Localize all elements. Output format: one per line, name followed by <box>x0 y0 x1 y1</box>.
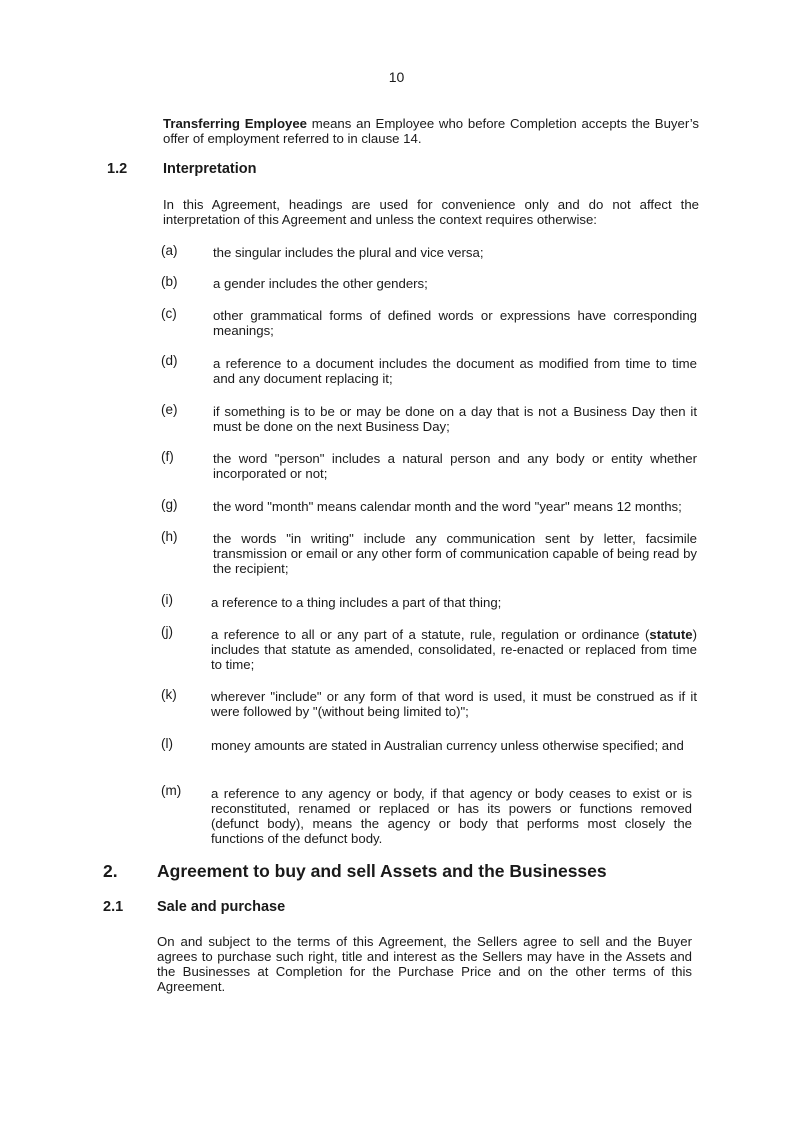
item-text: wherever "include" or any form of that word is used, it must be construed as if it were followed by "(without being limited to)"; <box>211 689 697 719</box>
item-text: a reference to any agency or body, if that agency or body ceases to exist or is reconstituted, renamed or replaced or has its powers or functions removed (defunct body), means the agency or body that performs most closely the functions of the defunct body. <box>211 786 692 846</box>
section-number-1-2: 1.2 <box>107 161 128 177</box>
item-label: (d) <box>161 353 178 368</box>
item-label: (f) <box>161 449 174 464</box>
definition-transferring-employee <box>163 116 699 146</box>
item-text: the singular includes the plural and vice versa; <box>213 245 484 260</box>
item-label: (i) <box>161 592 173 607</box>
item-label: (j) <box>161 624 173 639</box>
item-text-part: a reference to all or any part of a statute, rule, regulation or ordinance ( <box>211 627 650 642</box>
item-label: (l) <box>161 736 173 751</box>
item-text <box>211 627 697 672</box>
section-number-2: 2. <box>103 861 118 881</box>
defined-term-statute: statute <box>649 627 693 642</box>
section-number-2-1: 2.1 <box>103 899 124 915</box>
item-text: the word "month" means calendar month and the word "year" means 12 months; <box>213 499 682 514</box>
item-text: a gender includes the other genders; <box>213 276 428 291</box>
definition-text: means an Employee who before Completion accepts the Buyer’s offer of employment referred to in clause 14. <box>163 116 699 146</box>
item-label: (b) <box>161 274 178 289</box>
item-label: (h) <box>161 529 178 544</box>
item-text: other grammatical forms of defined words or expressions have corresponding meanings; <box>213 308 697 338</box>
item-label: (e) <box>161 402 178 417</box>
item-label: (m) <box>161 783 182 798</box>
item-label: (k) <box>161 687 177 702</box>
item-label: (g) <box>161 497 178 512</box>
item-label: (c) <box>161 306 177 321</box>
item-text: the word "person" includes a natural person and any body or entity whether incorporated or not; <box>213 451 697 481</box>
item-text: money amounts are stated in Australian currency unless otherwise specified; and <box>211 738 684 753</box>
section-title-agreement: Agreement to buy and sell Assets and the Businesses <box>157 861 607 881</box>
interpretation-intro: In this Agreement, headings are used for convenience only and do not affect the interpretation of this Agreement and unless the context requires otherwise: <box>163 197 699 227</box>
section-title-sale-and-purchase: Sale and purchase <box>157 899 286 915</box>
defined-term: Transferring Employee <box>163 116 308 131</box>
section-title-interpretation: Interpretation <box>163 161 257 177</box>
item-text: a reference to a document includes the document as modified from time to time and any document replacing it; <box>213 356 697 386</box>
item-label: (a) <box>161 243 178 258</box>
sale-and-purchase-text: On and subject to the terms of this Agreement, the Sellers agree to sell and the Buyer agrees to purchase such right, title and interest as the Sellers may have in the Assets and the Businesses at Completion for the Purchase Price and on the other terms of this Agreement. <box>157 934 692 994</box>
page-number: 10 <box>388 69 405 85</box>
item-text: a reference to a thing includes a part of that thing; <box>211 595 502 610</box>
item-text: the words "in writing" include any communication sent by letter, facsimile transmission or email or any other form of communication capable of being read by the recipient; <box>213 531 697 576</box>
item-text: if something is to be or may be done on a day that is not a Business Day then it must be done on the next Business Day; <box>213 404 697 434</box>
item-text-part: ) includes that statute as amended, consolidated, re-enacted or replaced from time to time; <box>211 627 697 672</box>
